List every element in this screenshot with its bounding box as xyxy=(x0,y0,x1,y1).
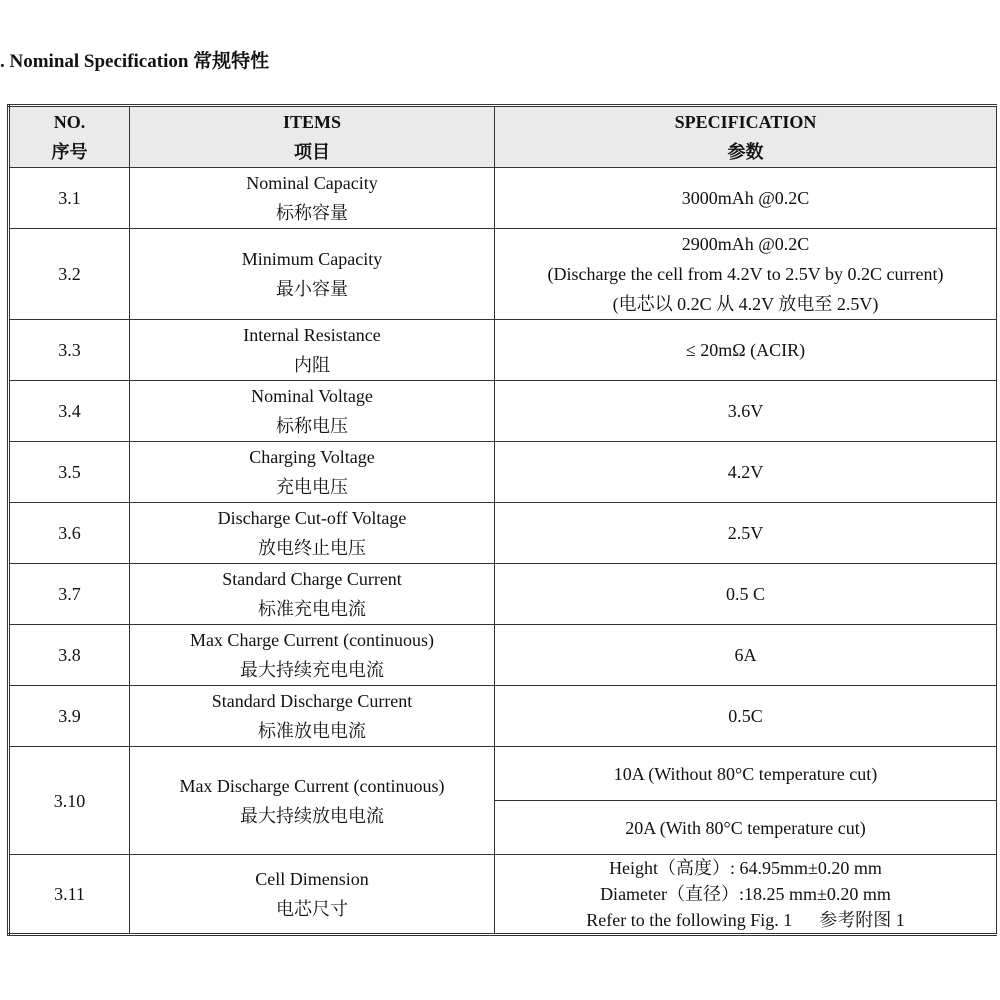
spec-line: (电芯以 0.2C 从 4.2V 放电至 2.5V) xyxy=(612,294,879,314)
table-row xyxy=(9,564,997,625)
header-items-cn: 项目 xyxy=(294,142,330,162)
spec-line: 0.5C xyxy=(728,706,763,726)
row-item xyxy=(130,686,495,747)
spec-line: 4.2V xyxy=(727,462,764,482)
row-item xyxy=(130,229,495,320)
specification-table xyxy=(7,104,997,936)
table-row xyxy=(9,503,997,564)
row-item xyxy=(130,168,495,229)
item-en: Max Discharge Current (continuous) xyxy=(179,775,445,796)
spec-line: 0.5 C xyxy=(725,584,765,604)
row-spec xyxy=(495,801,997,855)
spec-line: Diameter（直径）:18.25 mm±0.20 mm xyxy=(600,884,891,904)
header-specification xyxy=(495,106,997,168)
row-spec xyxy=(495,168,997,229)
item-cn: 最小容量 xyxy=(276,279,348,299)
table-row xyxy=(9,320,997,381)
row-spec xyxy=(495,229,997,320)
row-number: 3.7 xyxy=(9,564,130,625)
row-spec xyxy=(495,564,997,625)
row-spec xyxy=(495,381,997,442)
item-cn: 内阻 xyxy=(294,355,330,375)
item-en: Cell Dimension xyxy=(255,869,369,889)
item-en: Internal Resistance xyxy=(243,325,381,345)
table-row xyxy=(9,442,997,503)
row-item xyxy=(130,855,495,935)
item-en: Minimum Capacity xyxy=(241,249,383,269)
header-no-cn: 序号 xyxy=(51,142,88,162)
row-number: 3.4 xyxy=(9,381,130,442)
row-number: 3.2 xyxy=(9,229,130,320)
item-en: Standard Discharge Current xyxy=(211,691,413,711)
item-cn: 标称容量 xyxy=(276,203,348,223)
row-spec xyxy=(495,625,997,686)
item-en: Standard Charge Current xyxy=(222,569,402,589)
table-header-row xyxy=(9,106,997,168)
section-title: . Nominal Specification 常规特性 xyxy=(0,51,270,72)
spec-line: 2900mAh @0.2C xyxy=(681,234,810,254)
item-cn: 标准充电电流 xyxy=(258,599,366,619)
row-item xyxy=(130,442,495,503)
row-number: 3.1 xyxy=(9,168,130,229)
item-cn: 充电电压 xyxy=(276,477,348,497)
header-no-en: NO. xyxy=(53,112,86,132)
item-cn: 放电终止电压 xyxy=(258,538,366,558)
header-no xyxy=(9,106,130,168)
table-row xyxy=(9,229,997,320)
row-number: 3.11 xyxy=(9,855,130,935)
row-number: 3.9 xyxy=(9,686,130,747)
item-cn: 最大持续放电电流 xyxy=(240,805,384,826)
spec-line: ≤ 20mΩ (ACIR) xyxy=(685,340,806,360)
table-row xyxy=(9,747,997,801)
spec-line: 20A (With 80°C temperature cut) xyxy=(625,817,866,838)
row-item xyxy=(130,503,495,564)
item-en: Nominal Voltage xyxy=(251,386,373,406)
row-number: 3.5 xyxy=(9,442,130,503)
row-spec xyxy=(495,503,997,564)
table-row xyxy=(9,168,997,229)
row-number: 3.8 xyxy=(9,625,130,686)
row-number: 3.6 xyxy=(9,503,130,564)
spec-line: Refer to the following Fig. 1 参考附图 1 xyxy=(586,910,905,930)
row-spec xyxy=(495,442,997,503)
spec-line: (Discharge the cell from 4.2V to 2.5V by 0.2C current) xyxy=(547,264,944,284)
item-cn: 最大持续充电电流 xyxy=(240,660,384,680)
row-number: 3.10 xyxy=(9,747,130,855)
table-row xyxy=(9,855,997,935)
item-cn: 标准放电电流 xyxy=(258,721,366,741)
header-items-en: ITEMS xyxy=(282,112,342,132)
row-item xyxy=(130,381,495,442)
spec-line: 10A (Without 80°C temperature cut) xyxy=(613,763,878,784)
spec-line: 3.6V xyxy=(727,401,764,421)
table-row xyxy=(9,625,997,686)
header-items xyxy=(130,106,495,168)
spec-line: 3000mAh @0.2C xyxy=(681,188,810,208)
spec-line: 2.5V xyxy=(727,523,764,543)
row-item xyxy=(130,320,495,381)
row-item xyxy=(130,564,495,625)
item-en: Max Charge Current (continuous) xyxy=(189,630,435,650)
item-en: Charging Voltage xyxy=(249,447,375,467)
header-spec-en: SPECIFICATION xyxy=(674,112,817,132)
spec-line: 6A xyxy=(734,645,757,665)
row-number: 3.3 xyxy=(9,320,130,381)
row-spec xyxy=(495,855,997,935)
row-spec xyxy=(495,320,997,381)
item-en: Nominal Capacity xyxy=(246,173,378,193)
item-en: Discharge Cut-off Voltage xyxy=(217,508,407,528)
row-item xyxy=(130,747,495,855)
row-spec xyxy=(495,686,997,747)
row-spec xyxy=(495,747,997,801)
item-cn: 标称电压 xyxy=(276,416,348,436)
item-cn: 电芯尺寸 xyxy=(276,899,348,919)
spec-line: Height（高度）: 64.95mm±0.20 mm xyxy=(609,858,882,878)
table-row xyxy=(9,381,997,442)
header-spec-cn: 参数 xyxy=(727,142,764,162)
row-item xyxy=(130,625,495,686)
table-row xyxy=(9,686,997,747)
